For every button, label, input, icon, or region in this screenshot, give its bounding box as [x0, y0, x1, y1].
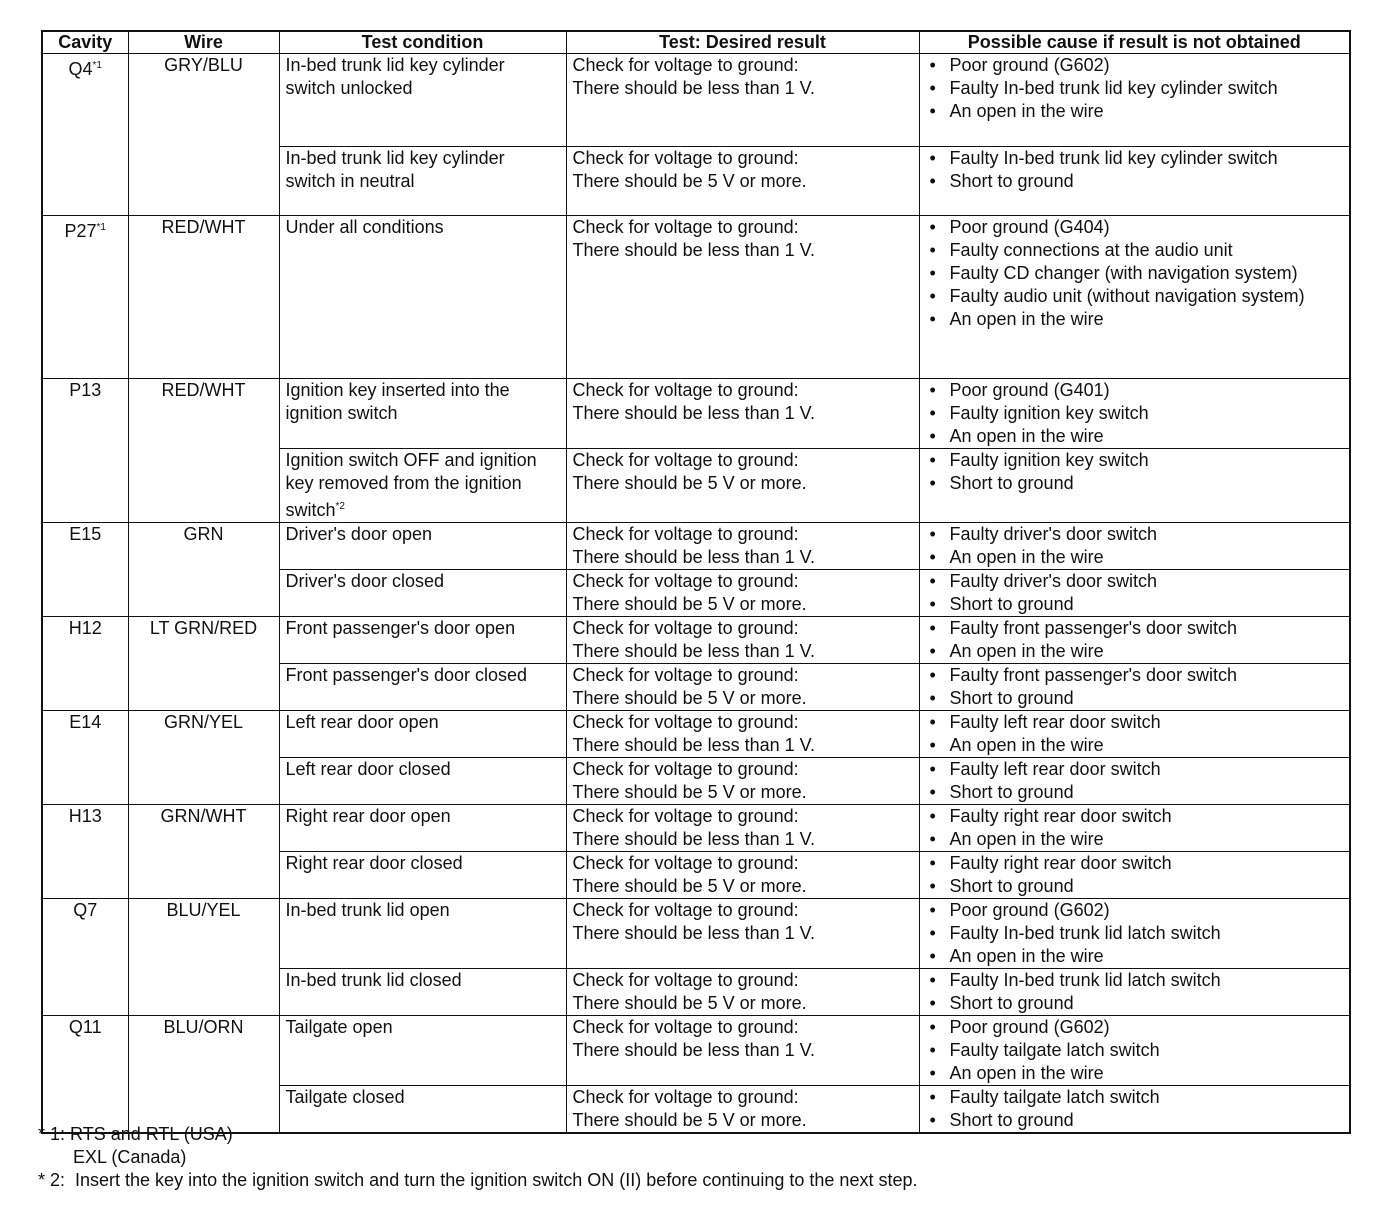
cause-item: • Short to ground	[926, 170, 1344, 193]
desired-result-line: There should be less than 1 V.	[572, 547, 815, 567]
cause-item: • An open in the wire	[926, 546, 1344, 569]
test-condition-text: Tailgate open	[285, 1017, 393, 1037]
cavity-label: H13	[68, 806, 102, 826]
header-desired-result: Test: Desired result	[566, 31, 919, 54]
desired-result-line: There should be 5 V or more.	[572, 171, 807, 191]
possible-cause-cell	[919, 523, 1350, 570]
cause-list	[926, 852, 1344, 898]
test-condition-text: In-bed trunk lid open	[285, 900, 450, 920]
test-condition-cell	[279, 216, 566, 379]
test-condition-cell	[279, 570, 566, 617]
cause-item: • Faulty left rear door switch	[926, 758, 1344, 781]
cause-list	[926, 1086, 1344, 1132]
cavity-cell	[42, 379, 128, 523]
desired-result-line: Check for voltage to ground:	[572, 148, 799, 168]
cause-item: • Poor ground (G602)	[926, 899, 1344, 922]
desired-result-line: Check for voltage to ground:	[572, 1017, 799, 1037]
desired-result-cell	[566, 523, 919, 570]
cause-item: • Poor ground (G602)	[926, 54, 1344, 77]
cavity-cell	[42, 216, 128, 379]
possible-cause-cell	[919, 1086, 1350, 1134]
desired-result-cell	[566, 379, 919, 449]
desired-result-line: There should be less than 1 V.	[572, 403, 815, 423]
cavity-label: E15	[69, 524, 102, 544]
wire-cell: LT GRN/RED	[128, 617, 279, 711]
desired-result-line: Check for voltage to ground:	[572, 759, 799, 779]
desired-result-line: There should be less than 1 V.	[572, 735, 815, 755]
test-condition-text: In-bed trunk lid key cylinder switch in neutral	[285, 148, 505, 191]
cause-list	[926, 54, 1344, 123]
test-condition-cell	[279, 147, 566, 216]
cause-list	[926, 523, 1344, 569]
cause-item: • Faulty left rear door switch	[926, 711, 1344, 734]
wire-cell: GRN/YEL	[128, 711, 279, 805]
cause-item: • Faulty In-bed trunk lid latch switch	[926, 969, 1344, 992]
cause-list	[926, 147, 1344, 193]
cause-item: • Faulty driver's door switch	[926, 523, 1344, 546]
header-row	[42, 31, 1350, 54]
cause-list	[926, 969, 1344, 1015]
cause-item: • Faulty CD changer (with navigation system)	[926, 262, 1344, 285]
cause-item: • Faulty right rear door switch	[926, 852, 1344, 875]
desired-result-cell	[566, 664, 919, 711]
header-wire: Wire	[128, 31, 279, 54]
table-row	[42, 216, 1350, 379]
cause-item: • An open in the wire	[926, 308, 1344, 331]
cause-list	[926, 617, 1344, 663]
cause-list	[926, 805, 1344, 851]
cavity-cell	[42, 523, 128, 617]
wire-test-table	[41, 30, 1351, 1134]
cause-item: • Faulty front passenger's door switch	[926, 617, 1344, 640]
desired-result-line: Check for voltage to ground:	[572, 380, 799, 400]
cause-item: • Short to ground	[926, 875, 1344, 898]
desired-result-line: Check for voltage to ground:	[572, 618, 799, 638]
cause-item: • Short to ground	[926, 687, 1344, 710]
cavity-cell	[42, 899, 128, 1016]
test-condition-text: Tailgate closed	[285, 1087, 405, 1107]
possible-cause-cell	[919, 852, 1350, 899]
desired-result-line: Check for voltage to ground:	[572, 806, 799, 826]
desired-result-cell	[566, 758, 919, 805]
cause-item: • An open in the wire	[926, 734, 1344, 757]
table-row	[42, 617, 1350, 664]
test-condition-cell	[279, 805, 566, 852]
test-condition-cell	[279, 449, 566, 523]
desired-result-line: There should be less than 1 V.	[572, 1040, 815, 1060]
desired-result-line: Check for voltage to ground:	[572, 900, 799, 920]
desired-result-line: Check for voltage to ground:	[572, 970, 799, 990]
table-row	[42, 805, 1350, 852]
cause-item: • An open in the wire	[926, 100, 1344, 123]
test-condition-cell	[279, 617, 566, 664]
possible-cause-cell	[919, 805, 1350, 852]
desired-result-cell	[566, 570, 919, 617]
cause-item: • Short to ground	[926, 992, 1344, 1015]
test-condition-cell	[279, 711, 566, 758]
header-test-condition: Test condition	[279, 31, 566, 54]
footnote-1-cont: EXL (Canada)	[38, 1147, 187, 1167]
test-condition-cell	[279, 379, 566, 449]
cause-item: • Faulty front passenger's door switch	[926, 664, 1344, 687]
cavity-label: H12	[68, 618, 102, 638]
cause-item: • Short to ground	[926, 593, 1344, 616]
possible-cause-cell	[919, 758, 1350, 805]
cause-list	[926, 711, 1344, 757]
desired-result-cell	[566, 216, 919, 379]
test-condition-cell	[279, 664, 566, 711]
desired-result-cell	[566, 969, 919, 1016]
desired-result-line: There should be less than 1 V.	[572, 641, 815, 661]
desired-result-cell	[566, 852, 919, 899]
cause-item: • Short to ground	[926, 472, 1344, 495]
desired-result-cell	[566, 805, 919, 852]
cavity-cell	[42, 805, 128, 899]
table-row	[42, 379, 1350, 449]
cause-item: • Faulty In-bed trunk lid key cylinder switch	[926, 77, 1344, 100]
test-condition-cell	[279, 54, 566, 147]
wire-cell: BLU/YEL	[128, 899, 279, 1016]
possible-cause-cell	[919, 147, 1350, 216]
desired-result-line: There should be 5 V or more.	[572, 876, 807, 896]
table-row	[42, 711, 1350, 758]
desired-result-line: Check for voltage to ground:	[572, 450, 799, 470]
table-row	[42, 1016, 1350, 1086]
cause-item: • Poor ground (G602)	[926, 1016, 1344, 1039]
cavity-label: P27	[64, 221, 97, 241]
cause-item: • Faulty connections at the audio unit	[926, 239, 1344, 262]
test-condition-text: Under all conditions	[285, 217, 444, 237]
cavity-cell	[42, 54, 128, 216]
test-condition-text: Driver's door closed	[285, 571, 444, 591]
desired-result-cell	[566, 711, 919, 758]
cause-item: • Faulty right rear door switch	[926, 805, 1344, 828]
desired-result-line: There should be 5 V or more.	[572, 688, 807, 708]
desired-result-cell	[566, 147, 919, 216]
cause-item: • An open in the wire	[926, 1062, 1344, 1085]
test-condition-cell	[279, 899, 566, 969]
cause-list	[926, 1016, 1344, 1085]
desired-result-line: Check for voltage to ground:	[572, 55, 799, 75]
table-row	[42, 54, 1350, 147]
wire-cell: GRN	[128, 523, 279, 617]
table-row	[42, 523, 1350, 570]
cause-item: • Faulty driver's door switch	[926, 570, 1344, 593]
footnotes	[38, 1123, 917, 1192]
test-condition-text: Front passenger's door open	[285, 618, 516, 638]
possible-cause-cell	[919, 449, 1350, 523]
cause-list	[926, 570, 1344, 616]
cause-item: • Faulty tailgate latch switch	[926, 1086, 1344, 1109]
test-condition-text: Left rear door open	[285, 712, 439, 732]
cause-item: • An open in the wire	[926, 425, 1344, 448]
cause-list	[926, 449, 1344, 495]
cause-item: • Faulty In-bed trunk lid key cylinder switch	[926, 147, 1344, 170]
header-cavity: Cavity	[42, 31, 128, 54]
desired-result-line: Check for voltage to ground:	[572, 712, 799, 732]
possible-cause-cell	[919, 216, 1350, 379]
cavity-cell	[42, 1016, 128, 1134]
cause-item: • Faulty ignition key switch	[926, 449, 1344, 472]
test-condition-text: Ignition switch OFF and ignition key removed from the ignition switch	[285, 450, 537, 520]
test-condition-text: In-bed trunk lid closed	[285, 970, 462, 990]
cavity-footnote-ref: *1	[96, 222, 106, 233]
possible-cause-cell	[919, 379, 1350, 449]
desired-result-cell	[566, 449, 919, 523]
desired-result-cell	[566, 899, 919, 969]
cause-list	[926, 664, 1344, 710]
possible-cause-cell	[919, 617, 1350, 664]
condition-footnote-ref: *2	[335, 501, 345, 512]
possible-cause-cell	[919, 899, 1350, 969]
wire-cell: BLU/ORN	[128, 1016, 279, 1134]
desired-result-line: There should be 5 V or more.	[572, 473, 807, 493]
desired-result-line: Check for voltage to ground:	[572, 524, 799, 544]
test-condition-text: Driver's door open	[285, 524, 433, 544]
cavity-label: Q11	[68, 1017, 102, 1037]
desired-result-cell	[566, 54, 919, 147]
cause-list	[926, 758, 1344, 804]
cavity-footnote-ref: *1	[92, 60, 102, 71]
desired-result-line: Check for voltage to ground:	[572, 571, 799, 591]
wire-cell: RED/WHT	[128, 216, 279, 379]
desired-result-line: There should be 5 V or more.	[572, 993, 807, 1013]
test-condition-text: Right rear door open	[285, 806, 451, 826]
desired-result-line: There should be less than 1 V.	[572, 829, 815, 849]
cause-item: • An open in the wire	[926, 828, 1344, 851]
footnote-1: * 1: RTS and RTL (USA)	[38, 1124, 233, 1144]
desired-result-line: Check for voltage to ground:	[572, 217, 799, 237]
cause-item: • Faulty audio unit (without navigation system)	[926, 285, 1344, 308]
wire-cell: GRN/WHT	[128, 805, 279, 899]
cause-list	[926, 899, 1344, 968]
possible-cause-cell	[919, 969, 1350, 1016]
desired-result-line: Check for voltage to ground:	[572, 853, 799, 873]
test-condition-text: Front passenger's door closed	[285, 665, 528, 685]
wire-cell: RED/WHT	[128, 379, 279, 523]
test-condition-cell	[279, 969, 566, 1016]
desired-result-line: There should be less than 1 V.	[572, 78, 815, 98]
cause-item: • Poor ground (G401)	[926, 379, 1344, 402]
cause-item: • Faulty tailgate latch switch	[926, 1039, 1344, 1062]
test-condition-text: Left rear door closed	[285, 759, 451, 779]
test-condition-cell	[279, 1016, 566, 1086]
possible-cause-cell	[919, 711, 1350, 758]
cavity-label: Q7	[73, 900, 98, 920]
cavity-label: E14	[69, 712, 102, 732]
header-possible-cause: Possible cause if result is not obtained	[919, 31, 1350, 54]
test-condition-cell	[279, 523, 566, 570]
cause-item: • An open in the wire	[926, 945, 1344, 968]
cause-item: • Short to ground	[926, 781, 1344, 804]
possible-cause-cell	[919, 1016, 1350, 1086]
desired-result-line: There should be less than 1 V.	[572, 240, 815, 260]
desired-result-cell	[566, 1016, 919, 1086]
desired-result-cell	[566, 617, 919, 664]
desired-result-line: There should be 5 V or more.	[572, 594, 807, 614]
cavity-cell	[42, 711, 128, 805]
footnote-2: * 2: Insert the key into the ignition switch and turn the ignition switch ON (II) before continuing to the next step.	[38, 1170, 918, 1190]
cause-item: • An open in the wire	[926, 640, 1344, 663]
test-condition-cell	[279, 758, 566, 805]
cause-item: • Short to ground	[926, 1109, 1344, 1132]
cavity-label: Q4	[68, 59, 93, 79]
possible-cause-cell	[919, 570, 1350, 617]
test-condition-text: Ignition key inserted into the ignition switch	[285, 380, 510, 423]
desired-result-line: There should be less than 1 V.	[572, 923, 815, 943]
cause-item: • Faulty ignition key switch	[926, 402, 1344, 425]
desired-result-line: Check for voltage to ground:	[572, 1087, 799, 1107]
desired-result-line: Check for voltage to ground:	[572, 665, 799, 685]
test-condition-text: Right rear door closed	[285, 853, 463, 873]
cause-item: • Faulty In-bed trunk lid latch switch	[926, 922, 1344, 945]
possible-cause-cell	[919, 54, 1350, 147]
test-condition-cell	[279, 852, 566, 899]
wire-cell: GRY/BLU	[128, 54, 279, 216]
cavity-cell	[42, 617, 128, 711]
table-row	[42, 899, 1350, 969]
desired-result-line: There should be 5 V or more.	[572, 782, 807, 802]
possible-cause-cell	[919, 664, 1350, 711]
cause-item: • Poor ground (G404)	[926, 216, 1344, 239]
cause-list	[926, 379, 1344, 448]
cavity-label: P13	[69, 380, 102, 400]
cause-list	[926, 216, 1344, 331]
desired-result-line: There should be 5 V or more.	[572, 1110, 807, 1130]
test-condition-text: In-bed trunk lid key cylinder switch unlocked	[285, 55, 505, 98]
